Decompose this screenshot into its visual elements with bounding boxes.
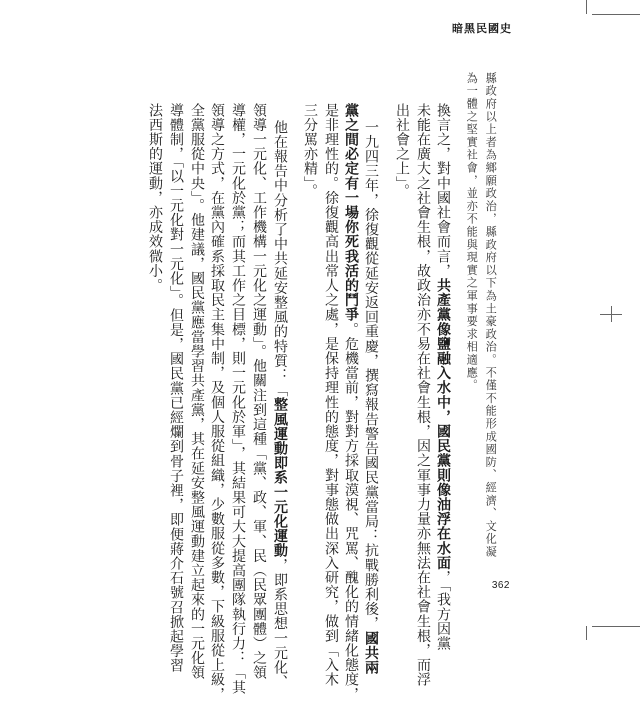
body-text-column	[190, 103, 204, 680]
body-text-column	[210, 103, 224, 702]
text-segment: 他在報告中分析了中共延安整風的特質：「	[272, 120, 288, 398]
text-segment: 未能在廣大之社會生根，故政治亦不易在社會生根，因之軍事力量亦無法在社會生根，而浮	[415, 103, 431, 687]
body-text-column	[395, 103, 409, 198]
body-text-column	[364, 120, 378, 675]
body-text-column	[169, 103, 183, 673]
body-text-column	[436, 103, 450, 651]
text-segment: ，即系思想一元化、	[272, 558, 288, 690]
body-text-column	[303, 103, 317, 198]
bold-text-segment: 整風運動即系一元化運動	[272, 397, 288, 559]
text-segment: 導體制，「以一元化對一元化」。但是，國民黨已經爛到骨子裡，即便蔣介石號召掀起學習	[168, 103, 184, 673]
text-segment: 是非理性的。徐復觀高出常人之處，是保持理性的態度，對事態做出深入研究，做到「入木	[323, 103, 339, 687]
text-segment: 領導之方式，在黨內確系採取民主集中制，及個人服從組織，少數服從多數，下級服從上級，	[209, 103, 225, 702]
body-text-column	[231, 103, 245, 695]
body-text-column	[252, 103, 266, 680]
crop-mark-top-right-vertical	[586, 0, 587, 14]
crop-mark-top-right-horizontal	[592, 14, 640, 15]
bold-text-segment: 黨之間必定有一場你死我活的鬥爭	[343, 103, 359, 322]
running-head: 暗黑民國史	[452, 22, 512, 35]
text-segment: 。危機當前，對對方採取漠視、咒罵、醜化的情緒化態度，	[343, 322, 359, 702]
text-segment: 領導一元化、工作機構一元化之運動」。他關注到這種「黨、政、軍、民（民眾團體）之領	[251, 103, 267, 680]
text-segment: ，「我方因黨	[435, 570, 451, 651]
text-segment: 三分罵亦精」。	[302, 103, 318, 199]
body-text-column	[273, 120, 287, 689]
text-segment: 法西斯的運動，亦成效微小。	[147, 103, 163, 293]
bold-text-segment: 國共兩	[363, 631, 379, 675]
crop-mark-bottom-right-vertical	[586, 626, 587, 640]
text-segment: 出社會之上」。	[394, 103, 410, 199]
quote-column: 為一體之堅實社會，並亦不能與現實之軍事要求相適應。	[465, 72, 479, 392]
page-number: 362	[491, 580, 510, 591]
body-text-column	[416, 103, 430, 687]
text-segment: 換言之，對中國社會而言，	[435, 103, 451, 279]
text-segment: 全黨服從中央」。他建議，國民黨應當學習共產黨，其在延安整風運動建立起來的一元化領	[189, 103, 205, 680]
text-segment: 一九四三年，徐復觀從延安返回重慶，撰寫報告警告國民黨當局：抗戰勝利後，	[363, 120, 379, 631]
bold-text-segment: 共產黨像鹽融入水中，國民黨則像油浮在水面	[435, 278, 451, 571]
crop-mark-bottom-right-horizontal	[592, 626, 640, 627]
registration-mark-vertical	[611, 306, 612, 322]
quote-column: 縣政府以上者為鄉願政治，縣政府以下為土豪政治。不僅不能形成國防、經濟、文化凝	[484, 72, 498, 559]
text-segment: 導權，一元化於黨；而其工作之目標，則一元化於軍」，其結果可大大提高團隊執行力：「其	[230, 103, 246, 695]
body-text-column	[324, 103, 338, 687]
body-text-column	[148, 103, 162, 293]
body-text-column	[344, 103, 358, 702]
